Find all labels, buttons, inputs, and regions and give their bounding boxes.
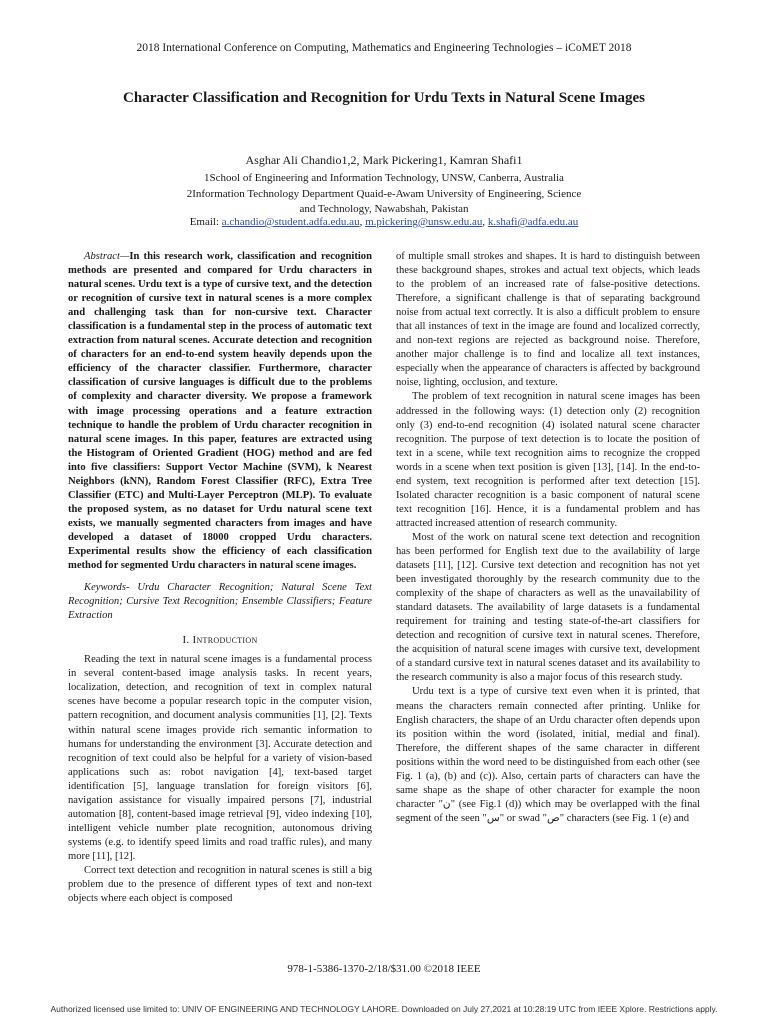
isbn-footer: 978-1-5386-1370-2/18/$31.00 ©2018 IEEE bbox=[287, 963, 481, 975]
email-separator: , bbox=[482, 216, 486, 228]
right-column bbox=[396, 250, 700, 826]
section-heading: I. Introduction bbox=[182, 634, 258, 647]
author-list: Asghar Ali Chandio1,2, Mark Pickering1, Kamran Shafi1 bbox=[245, 153, 523, 167]
affiliation-1: 1School of Engineering and Information Technology, UNSW, Canberra, Australia bbox=[204, 172, 564, 184]
paragraph: Most of the work on natural scene text detection and recognition has been performed for English text due to the availability of large datasets [11], [12]. Cursive text detection and recognition has not yet been investigated thoroughly by the research community due to the complexity of the shape of characters as well as the unavailability of standard datasets. The availability of large datasets is a fundamental requirement for training and testing state-of-the-art classifiers for detection and recognition of cursive text in natural scenes. Therefore, the acquisition of natural scene images with cursive text, development of a standard cursive text in natural scenes dataset and its availability to the research community is also a major focus of this research study. bbox=[396, 531, 700, 684]
abstract-text: In this research work, classification and recognition methods are presented and compared for Urdu characters in natural scenes. Urdu text is a type of cursive text, and the detection or recognition of cursive text in natural scenes is a more complex and challenging task than for non-cursive text. Character classification is a fundamental step in the process of automatic text extraction from natural scenes. Accurate detection and recognition of characters for an end-to-end system heavily depends upon the efficiency of the character classifier. Furthermore, character classification of cursive languages is difficult due to the problems of complexity and character diversity. We propose a framework with image processing operations and a feature extraction technique to handle the problem of Urdu character recognition in natural scene images. In this paper, features are extracted using the Histogram of Oriented Gradient (HOG) method and are fed into five classifiers: Support Vector Machine (SVM), k Nearest Neighbors (kNN), Random Forest Classifier (RFC), Extra Tree Classifier (ETC) and Multi-Layer Perceptron (MLP). To evaluate the proposed system, as no dataset for Urdu natural scene text exists, we manually segmented characters from images and have developed a dataset of 18000 cropped Urdu characters. Experimental results show the efficiency of each classification method for segmented Urdu characters in natural scene images. bbox=[68, 251, 372, 572]
affiliation-2: 2Information Technology Department Quaid-e-Awam University of Engineering, Science and Technology, Nawabshah, Pakistan bbox=[186, 188, 582, 215]
email-link[interactable]: m.pickering@unsw.edu.au bbox=[365, 216, 483, 228]
abstract-lead: Abstract— bbox=[84, 251, 130, 262]
paragraph: Urdu text is a type of cursive text even when it is printed, that means the characters remain connected after printing. Unlike for English characters, the shape of an Urdu character often depends upon its position within the word (isolated, initial, medial and final). Therefore, the different shapes of the same character in different positions within the word need to be distinguished from each other (see Fig. 1 (a), (b) and (c)). Also, certain parts of characters can have the same shape as the shape of other character for example the noon character "ن" (see Fig.1 (d)) which may be overlapped with the final segment of the seen "س" or swad "ص" characters (see Fig. 1 (e) and bbox=[396, 686, 701, 824]
paper-title: Character Classification and Recognition for Urdu Texts in Natural Scene Images bbox=[123, 90, 645, 106]
conference-header: 2018 International Conference on Computing, Mathematics and Engineering Technologies – iCoMET 2018 bbox=[136, 42, 632, 54]
abstract bbox=[68, 250, 372, 573]
email-label: Email: bbox=[189, 216, 220, 228]
license-notice: Authorized licensed use limited to: UNIV OF ENGINEERING AND TECHNOLOGY LAHORE. Downloaded on July 27,2021 at 10:28:19 UTC from IEEE Xplore. Restrictions apply. bbox=[50, 1004, 718, 1014]
left-column bbox=[68, 250, 372, 906]
keywords: Keywords- Urdu Character Recognition; Natural Scene Text Recognition; Cursive Text Recognition; Ensemble Classifiers; Feature Extraction bbox=[68, 582, 372, 622]
email-separator: , bbox=[359, 216, 363, 228]
paragraph: Correct text detection and recognition in natural scenes is still a big problem due to the presence of different types of text and non-text objects where each object is composed bbox=[68, 864, 372, 905]
email-link[interactable]: k.shafi@adfa.edu.au bbox=[487, 216, 579, 228]
paragraph: The problem of text recognition in natural scene images has been addressed in the following ways: (1) detection only (2) recognition only (3) end-to-end recognition (4) isolated natural scene character recognition. The purpose of text detection is to locate the position of text in a scene, while text recognition aims to recognize the cropped words in a scene when text position is given [13], [14]. In the end-to-end system, text recognition is performed after text detection [15]. Isolated character recognition is a basic component of natural scene text recognition [16]. Hence, it is a fundamental problem and has attracted increased attention of research community. bbox=[396, 391, 700, 529]
email-line bbox=[0, 216, 768, 228]
paragraph: Reading the text in natural scene images is a fundamental process in several content-based image analysis tasks. In recent years, localization, detection, and recognition of text in complex natural scenes have become a popular research topic in the computer vision, pattern recognition, and document analysis communities [1], [2]. Texts within natural scene images provide rich semantic information to humans for understanding the environment [3]. Accurate detection and recognition of text could also be helpful for a variety of vision-based applications such as: robot navigation [4], text-based target identification [5], language translation for foreign visitors [6], navigation assistance for visually impaired persons [7], industrial automation [8], content-based image retrieval [9], video indexing [10], intelligent vehicle number plate recognition, autonomous driving systems (e.g. to identify speed limits and road traffic rules), and many more [11], [12]. bbox=[68, 654, 372, 862]
paragraph: of multiple small strokes and shapes. It is hard to distinguish between these background shapes, strokes and actual text objects, which leads to the problem of an increased rate of false-positive detections. Therefore, a significant challenge is that of separating background noise from actual text correctly. It is also a difficult problem to ensure that all instances of text in the image are found and localized correctly, and non-text regions are rejected as background noise. Therefore, another major challenge is to find and localize all text instances, especially when the appearance of characters is affected by background noise, lighting, occlusion, and texture. bbox=[396, 251, 700, 389]
email-link[interactable]: a.chandio@student.adfa.edu.au bbox=[221, 216, 360, 228]
